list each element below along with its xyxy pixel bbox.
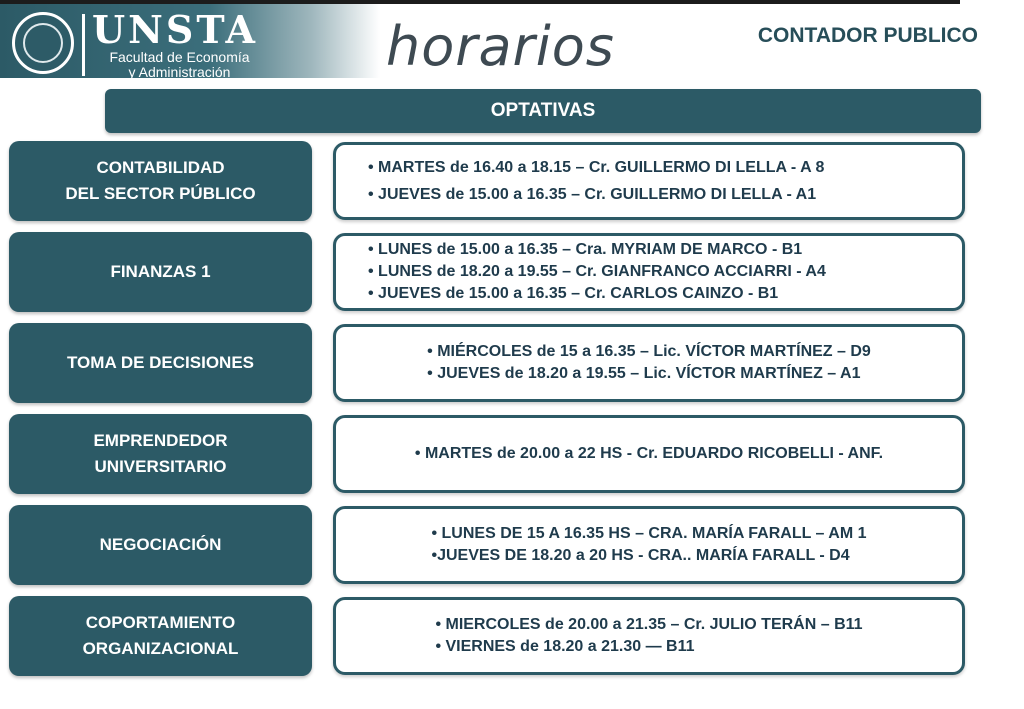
schedule-line: • JUEVES de 15.00 a 16.35 – Cr. GUILLERMO DI LELLA - A1 — [368, 186, 817, 203]
logo-text — [92, 7, 267, 80]
course-name-box — [9, 505, 312, 585]
logo-subtitle-1: Facultad de Economía — [109, 49, 250, 65]
career-title: CONTADOR PUBLICO — [757, 24, 978, 47]
schedule-line: • LUNES de 18.20 a 19.55 – Cr. GIANFRANCO ACCIARRI - A4 — [368, 263, 826, 280]
section-header — [105, 89, 981, 133]
schedule-lines — [431, 523, 866, 567]
schedule-line: • MIERCOLES de 20.00 a 21.35 – Cr. JULIO TERÁN – B11 — [435, 616, 863, 633]
schedule-lines — [435, 614, 862, 658]
course-name-line: UNIVERSITARIO — [94, 457, 227, 476]
schedule-line: • MARTES de 20.00 a 22 HS - Cr. EDUARDO RICOBELLI - ANF. — [414, 445, 884, 462]
university-logo — [0, 4, 380, 78]
logo-divider — [82, 14, 85, 76]
course-schedule-box — [333, 233, 965, 311]
course-name-line: DEL SECTOR PÚBLICO — [65, 184, 256, 203]
course-schedule-box — [333, 324, 965, 402]
schedule-line: • JUEVES de 15.00 a 16.35 – Cr. CARLOS CAINZO - B1 — [368, 285, 779, 302]
schedule-line: • VIERNES de 18.20 a 21.30 — B11 — [435, 638, 695, 655]
schedule-line: •JUEVES DE 18.20 a 20 HS - CRA.. MARÍA FARALL - D4 — [431, 547, 850, 564]
schedule-line: • LUNES de 15.00 a 16.35 – Cra. MYRIAM DE MARCO - B1 — [368, 241, 803, 258]
schedule-line: • MIÉRCOLES de 15 a 16.35 – Lic. VÍCTOR MARTÍNEZ – D9 — [427, 343, 871, 360]
course-name-box — [9, 323, 312, 403]
course-name-box — [9, 596, 312, 676]
course-name-box — [9, 232, 312, 312]
course-schedule-box — [333, 597, 965, 675]
course-name-box — [9, 414, 312, 494]
logo-subtitle-2: y Administración — [128, 64, 231, 80]
course-schedule-box — [333, 415, 965, 493]
course-name-line: NEGOCIACIÓN — [99, 535, 222, 554]
course-name-line: FINANZAS 1 — [110, 262, 211, 281]
schedule-lines — [427, 341, 871, 385]
course-name-line: ORGANIZACIONAL — [82, 639, 239, 658]
course-name-line: CONTABILIDAD — [96, 158, 225, 177]
course-schedule-box — [333, 142, 965, 220]
course-schedule-box — [333, 506, 965, 584]
course-name-line: EMPRENDEDOR — [93, 431, 228, 450]
course-name-line: COPORTAMIENTO — [85, 613, 236, 632]
page-title: horarios — [386, 15, 615, 78]
course-name-line: TOMA DE DECISIONES — [66, 353, 255, 372]
logo-title: UNSTA — [92, 7, 258, 52]
schedule-line: • LUNES DE 15 A 16.35 HS – CRA. MARÍA FARALL – AM 1 — [431, 525, 867, 542]
university-seal-icon — [12, 12, 74, 74]
schedule-line: • JUEVES de 18.20 a 19.55 – Lic. VÍCTOR MARTÍNEZ – A1 — [427, 365, 861, 382]
schedule-line: • MARTES de 16.40 a 18.15 – Cr. GUILLERMO DI LELLA - A 8 — [368, 159, 825, 176]
section-label: OPTATIVAS — [490, 100, 596, 121]
course-name-box — [9, 141, 312, 221]
